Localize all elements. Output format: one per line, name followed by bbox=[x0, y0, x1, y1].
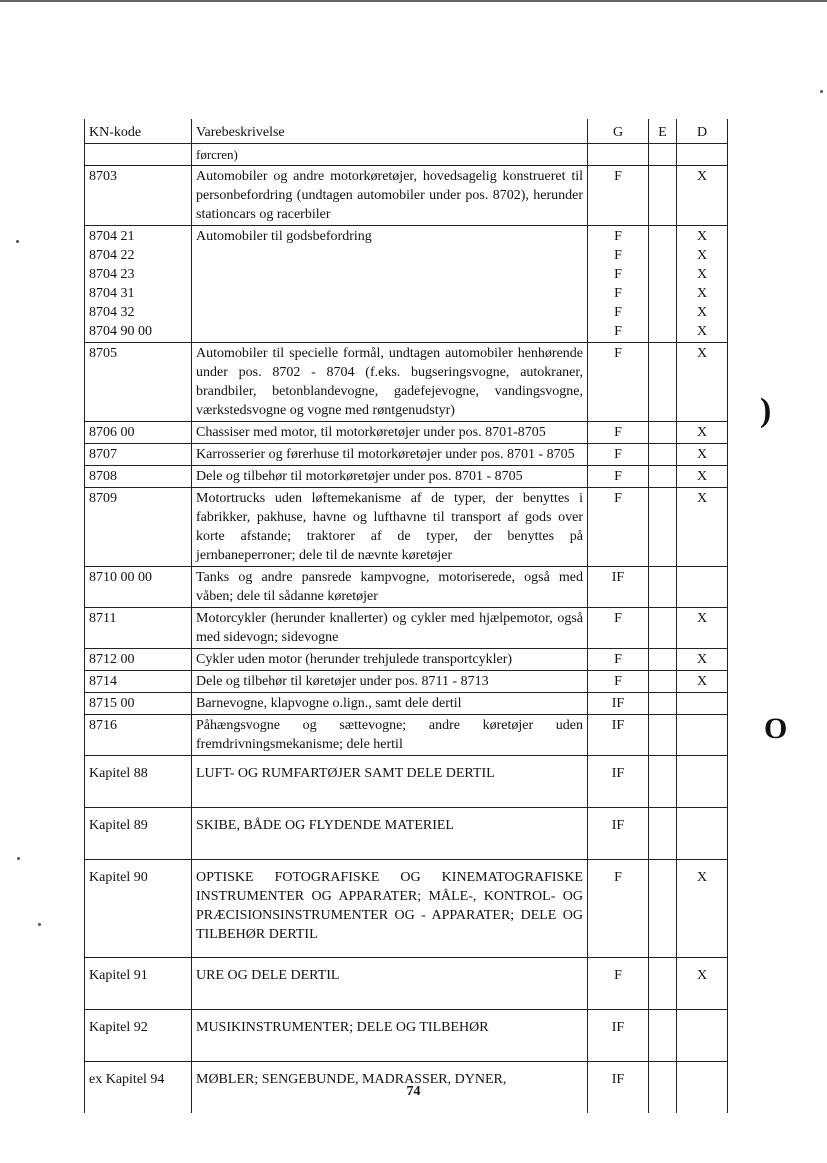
page-number: 74 bbox=[406, 1084, 421, 1099]
g-flag bbox=[588, 343, 649, 422]
g-flag-line: IF bbox=[611, 696, 625, 711]
g-flag bbox=[588, 567, 649, 608]
d-flag bbox=[677, 466, 728, 488]
g-flag-line: F bbox=[614, 611, 622, 626]
g-flag-line: F bbox=[614, 447, 622, 462]
d-flag bbox=[677, 608, 728, 649]
description: Automobiler til godsbefordring bbox=[192, 226, 588, 343]
chapter-title: LUFT- OG RUMFARTØJER SAMT DELE DERTIL bbox=[192, 756, 588, 808]
d-flag-line: X bbox=[696, 267, 708, 282]
g-flag-line: IF bbox=[611, 718, 625, 733]
kn-code bbox=[85, 715, 192, 756]
chapter-code: Kapitel 90 bbox=[85, 860, 192, 958]
e-flag bbox=[649, 488, 677, 567]
g-flag bbox=[588, 444, 649, 466]
g-flag-line: F bbox=[614, 286, 622, 301]
g-flag-line: F bbox=[614, 267, 622, 282]
d-flag: X bbox=[677, 860, 728, 958]
kn-code bbox=[85, 343, 192, 422]
continuation-row bbox=[85, 144, 728, 166]
kn-code bbox=[85, 693, 192, 715]
g-flag-line: F bbox=[614, 346, 622, 361]
table-row bbox=[85, 444, 728, 466]
kn-code bbox=[85, 444, 192, 466]
table-row bbox=[85, 466, 728, 488]
e-flag bbox=[649, 166, 677, 226]
d-flag-line: X bbox=[696, 491, 708, 506]
g-flag: IF bbox=[588, 808, 649, 860]
header-d: D bbox=[677, 119, 728, 144]
d-flag-line: X bbox=[696, 324, 708, 339]
kn-code-line: 8704 32 bbox=[89, 305, 135, 320]
g-flag bbox=[588, 671, 649, 693]
g-flag-line: F bbox=[614, 324, 622, 339]
d-flag-line: X bbox=[696, 286, 708, 301]
header-e: E bbox=[649, 119, 677, 144]
g-flag bbox=[588, 488, 649, 567]
g-flag-line: F bbox=[614, 248, 622, 263]
kn-code-line: 8708 bbox=[89, 469, 117, 484]
scan-dot bbox=[17, 857, 20, 860]
g-flag-line: F bbox=[614, 425, 622, 440]
d-flag bbox=[677, 649, 728, 671]
table-row bbox=[85, 567, 728, 608]
kn-code-line: 8704 22 bbox=[89, 248, 135, 263]
scan-dot bbox=[820, 90, 823, 93]
table-row bbox=[85, 488, 728, 567]
chapter-title: MØBLER; SENGEBUNDE, MADRASSER, DYNER, bbox=[192, 1062, 588, 1114]
d-flag-line: X bbox=[696, 674, 708, 689]
e-flag bbox=[649, 608, 677, 649]
g-flag-line: F bbox=[614, 469, 622, 484]
table-row bbox=[85, 649, 728, 671]
g-flag bbox=[588, 715, 649, 756]
kn-code-line: 8704 31 bbox=[89, 286, 135, 301]
d-flag bbox=[677, 166, 728, 226]
kn-code bbox=[85, 671, 192, 693]
d-flag-line: X bbox=[696, 611, 708, 626]
e-flag bbox=[649, 567, 677, 608]
scan-dot bbox=[16, 240, 19, 243]
chapter-row bbox=[85, 756, 728, 808]
continuation-text: førcren) bbox=[192, 144, 588, 166]
chapter-code: Kapitel 92 bbox=[85, 1010, 192, 1062]
kn-code bbox=[85, 488, 192, 567]
d-flag bbox=[677, 444, 728, 466]
g-flag: F bbox=[588, 958, 649, 1010]
chapter-title: OPTISKE FOTOGRAFISKE OG KINEMATOGRAFISKE INSTRUMENTER OG APPARATER; MÅLE-, KONTROL- OG PRÆCISIONSINSTRUMENTER OG - APPARATER; DELE OG TILBEHØR DERTIL bbox=[192, 860, 588, 958]
kn-code-line: 8710 00 00 bbox=[89, 570, 152, 585]
d-flag bbox=[677, 756, 728, 808]
e-flag bbox=[649, 958, 677, 1010]
chapter-row bbox=[85, 1010, 728, 1062]
chapter-code: Kapitel 88 bbox=[85, 756, 192, 808]
table-row bbox=[85, 343, 728, 422]
d-flag-line: X bbox=[696, 447, 708, 462]
description: Chassiser med motor, til motorkøretøjer under pos. 8701-8705 bbox=[192, 422, 588, 444]
margin-bracket-mark: ) bbox=[760, 392, 772, 429]
description: Automobiler og andre motorkøretøjer, hovedsagelig konstrueret til personbefordring (undtagen automobiler under pos. 8702), herunder stationcars og racerbiler bbox=[192, 166, 588, 226]
d-flag bbox=[677, 671, 728, 693]
d-flag bbox=[677, 343, 728, 422]
g-flag: F bbox=[588, 860, 649, 958]
g-flag-line: F bbox=[614, 491, 622, 506]
g-flag-line: F bbox=[614, 229, 622, 244]
description: Påhængsvogne og sættevogne; andre køretøjer uden fremdrivningsmekanisme; dele hertil bbox=[192, 715, 588, 756]
description: Karrosserier og førerhuse til motorkøretøjer under pos. 8701 - 8705 bbox=[192, 444, 588, 466]
description: Motorcykler (herunder knallerter) og cykler med hjælpemotor, også med sidevogn; sidevogne bbox=[192, 608, 588, 649]
kn-code bbox=[85, 226, 192, 343]
d-flag bbox=[677, 808, 728, 860]
table-row bbox=[85, 422, 728, 444]
chapter-row bbox=[85, 808, 728, 860]
kn-code bbox=[85, 422, 192, 444]
e-flag bbox=[649, 466, 677, 488]
rows-body bbox=[85, 144, 728, 1114]
scan-top-edge bbox=[0, 0, 827, 2]
e-flag bbox=[649, 649, 677, 671]
e-flag bbox=[649, 808, 677, 860]
kn-code-line: 8712 00 bbox=[89, 652, 135, 667]
d-flag-line: X bbox=[696, 469, 708, 484]
e-flag bbox=[649, 693, 677, 715]
d-flag bbox=[677, 488, 728, 567]
kn-code-line: 8709 bbox=[89, 491, 117, 506]
kn-code-line: 8711 bbox=[89, 611, 117, 626]
d-flag bbox=[677, 226, 728, 343]
kn-code-line: 8715 00 bbox=[89, 696, 135, 711]
table-row bbox=[85, 608, 728, 649]
e-flag bbox=[649, 226, 677, 343]
description: Barnevogne, klapvogne o.lign., samt dele dertil bbox=[192, 693, 588, 715]
d-flag bbox=[677, 715, 728, 756]
table-row bbox=[85, 226, 728, 343]
kn-code-line: 8706 00 bbox=[89, 425, 135, 440]
description: Automobiler til specielle formål, undtagen automobiler henhørende under pos. 8702 - 8704 (f.eks. bugseringsvogne, autokraner, brandbiler, betonblandevogne, gadefejevogne, vandingsvogne, værkstedsvogne og vogne med røntgenudstyr) bbox=[192, 343, 588, 422]
d-flag-line: X bbox=[696, 652, 708, 667]
header-kn-code: KN-kode bbox=[85, 119, 192, 144]
g-flag bbox=[588, 226, 649, 343]
table-row bbox=[85, 671, 728, 693]
chapter-title: URE OG DELE DERTIL bbox=[192, 958, 588, 1010]
d-flag bbox=[677, 422, 728, 444]
margin-ring-mark: O bbox=[764, 712, 788, 745]
d-flag-line: X bbox=[696, 169, 708, 184]
g-flag bbox=[588, 422, 649, 444]
g-flag bbox=[588, 608, 649, 649]
description: Dele og tilbehør til køretøjer under pos. 8711 - 8713 bbox=[192, 671, 588, 693]
kn-code-line: 8704 90 00 bbox=[89, 324, 152, 339]
d-flag: X bbox=[677, 958, 728, 1010]
e-flag bbox=[649, 860, 677, 958]
scan-dot bbox=[38, 923, 41, 926]
table-row bbox=[85, 715, 728, 756]
e-flag bbox=[649, 1010, 677, 1062]
g-flag bbox=[588, 693, 649, 715]
d-flag-line: X bbox=[696, 305, 708, 320]
description: Tanks og andre pansrede kampvogne, motoriserede, også med våben; dele til sådanne køretøjer bbox=[192, 567, 588, 608]
chapter-row bbox=[85, 958, 728, 1010]
d-flag-line: X bbox=[696, 229, 708, 244]
e-flag bbox=[649, 671, 677, 693]
d-flag bbox=[677, 567, 728, 608]
d-flag-line: X bbox=[696, 425, 708, 440]
table-row bbox=[85, 166, 728, 226]
header-description: Varebeskrivelse bbox=[192, 119, 588, 144]
chapter-row bbox=[85, 860, 728, 958]
kn-code-line: 8705 bbox=[89, 346, 117, 361]
kn-code bbox=[85, 567, 192, 608]
chapter-code: ex Kapitel 94 bbox=[85, 1062, 192, 1114]
table-row bbox=[85, 693, 728, 715]
chapter-code: Kapitel 89 bbox=[85, 808, 192, 860]
d-flag-line: X bbox=[696, 346, 708, 361]
kn-code-line: 8704 21 bbox=[89, 229, 135, 244]
kn-code-line: 8704 23 bbox=[89, 267, 135, 282]
kn-code-line: 8707 bbox=[89, 447, 117, 462]
g-flag-line: F bbox=[614, 652, 622, 667]
kn-code bbox=[85, 608, 192, 649]
e-flag bbox=[649, 343, 677, 422]
header-g: G bbox=[588, 119, 649, 144]
g-flag-line: F bbox=[614, 674, 622, 689]
kn-code bbox=[85, 649, 192, 671]
kn-code-line: 8714 bbox=[89, 674, 117, 689]
kn-code-line: 8703 bbox=[89, 169, 117, 184]
description: Motortrucks uden løftemekanisme af de typer, der benyttes i fabrikker, pakhuse, havne og lufthavne til transport af gods over korte afstande; traktorer af de typer, der benyttes på jernbaneperroner; dele til de nævnte køretøjer bbox=[192, 488, 588, 567]
e-flag bbox=[649, 422, 677, 444]
chapter-title: MUSIKINSTRUMENTER; DELE OG TILBEHØR bbox=[192, 1010, 588, 1062]
g-flag-line: IF bbox=[611, 570, 625, 585]
g-flag: IF bbox=[588, 1062, 649, 1114]
g-flag: IF bbox=[588, 756, 649, 808]
e-flag bbox=[649, 444, 677, 466]
g-flag bbox=[588, 649, 649, 671]
header-row bbox=[85, 119, 728, 144]
g-flag: IF bbox=[588, 1010, 649, 1062]
e-flag bbox=[649, 756, 677, 808]
description: Dele og tilbehør til motorkøretøjer under pos. 8701 - 8705 bbox=[192, 466, 588, 488]
e-flag bbox=[649, 715, 677, 756]
g-flag-line: F bbox=[614, 305, 622, 320]
kn-code bbox=[85, 466, 192, 488]
g-flag bbox=[588, 166, 649, 226]
kn-code-line: 8716 bbox=[89, 718, 117, 733]
g-flag-line: F bbox=[614, 169, 622, 184]
kn-code bbox=[85, 166, 192, 226]
g-flag bbox=[588, 466, 649, 488]
d-flag bbox=[677, 693, 728, 715]
d-flag bbox=[677, 1010, 728, 1062]
chapter-title: SKIBE, BÅDE OG FLYDENDE MATERIEL bbox=[192, 808, 588, 860]
description: Cykler uden motor (herunder trehjulede transportcykler) bbox=[192, 649, 588, 671]
tariff-table bbox=[84, 119, 728, 1113]
d-flag-line: X bbox=[696, 248, 708, 263]
chapter-code: Kapitel 91 bbox=[85, 958, 192, 1010]
